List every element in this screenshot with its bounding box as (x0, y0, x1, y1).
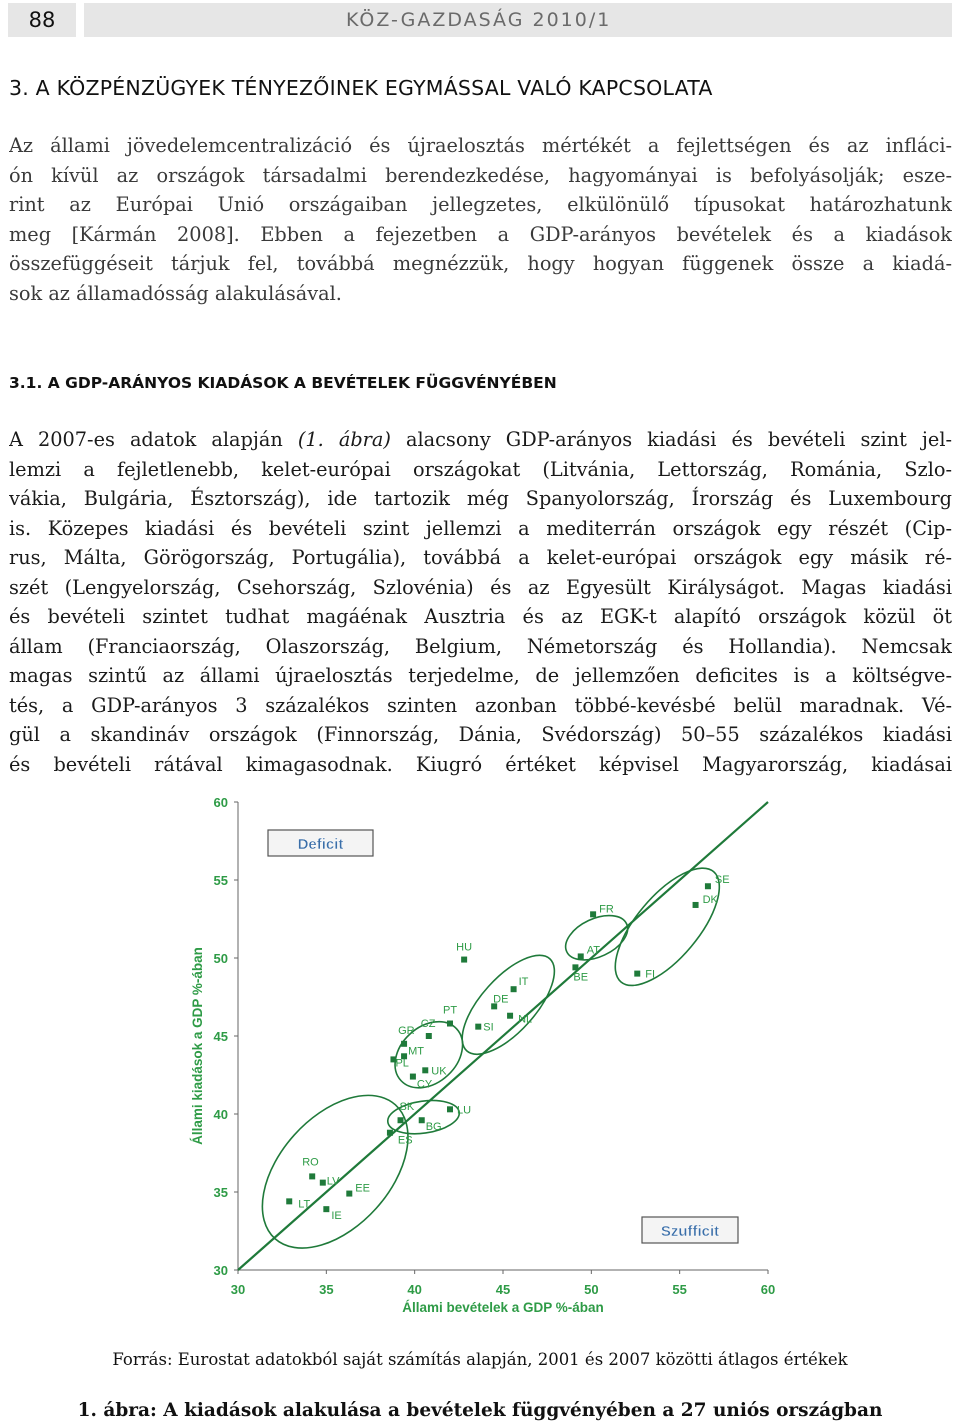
x-tick-label: 40 (407, 1282, 422, 1297)
point-label: LT (298, 1198, 311, 1211)
point-label: AT (586, 944, 600, 957)
data-point (461, 957, 467, 963)
x-tick-label: 50 (584, 1282, 599, 1297)
point-label: ES (397, 1134, 413, 1147)
body-line: és bevételi rátával kimagasodnak. Kiugró értéket képvisel Magyarország, kiadásai (9, 752, 952, 776)
data-point (323, 1206, 329, 1212)
point-label: FR (599, 903, 614, 916)
y-tick-label: 40 (213, 1107, 228, 1122)
point-label: HU (456, 941, 473, 954)
y-tick-label: 50 (213, 951, 228, 966)
point-label: DK (702, 893, 718, 906)
x-tick-label: 55 (672, 1282, 687, 1297)
data-point (447, 1106, 453, 1112)
body-line: rus, Málta, Görögország, Portugália), továbbá a kelet-európai országok egy másik ré- (9, 546, 952, 569)
y-tick-label: 30 (213, 1263, 228, 1278)
source-note: Forrás: Eurostat adatokból saját számítás alapján, 2001 és 2007 közötti átlagos értékek (112, 1350, 848, 1369)
body-line: állam (Franciaország, Olaszország, Belgium, Németország és Hollandia). Nemcsak (9, 634, 952, 658)
point-label: CZ (420, 1018, 436, 1030)
body-text-after: alacsony GDP-arányos kiadási és bevételi szint jel- (390, 428, 952, 451)
data-point (475, 1024, 481, 1030)
point-label: RO (302, 1156, 319, 1169)
data-point (320, 1180, 326, 1186)
body-line: szét (Lengyelország, Csehország, Szlovénia) és az Egyesült Királyságot. Magas kiadási (9, 575, 952, 599)
intro-line: Az állami jövedelemcentralizáció és újraelosztás mértékét a fejlettségen és az infláci- (9, 134, 952, 157)
data-point (572, 964, 578, 970)
body-line: és bevételi szintet tudhat magáénak Ausztria és az EGK-t alapító országok közül öt (9, 605, 952, 628)
point-label: SI (483, 1021, 494, 1034)
data-point (419, 1117, 425, 1123)
point-label: IE (331, 1210, 342, 1223)
point-label: MT (408, 1045, 424, 1058)
intro-line: meg [Kármán 2008]. Ebben a fejezetben a GDP-arányos bevételek és a kiadások (9, 222, 952, 246)
intro-line: összefüggéseit tárjuk fel, továbbá megnézzük, hogy hogyan függenek össze a kiadá- (9, 252, 952, 275)
data-point (507, 1013, 513, 1019)
data-point (578, 953, 584, 959)
data-point (286, 1198, 292, 1204)
point-label: EE (355, 1182, 370, 1195)
data-point (590, 911, 596, 917)
x-tick-label: 60 (760, 1282, 776, 1297)
point-label: NL (518, 1013, 533, 1026)
point-label: LV (326, 1175, 340, 1188)
body-line: is. Közepes kiadási és bevételi szint jellemzi a mediterrán országok egy részét (Cip- (9, 516, 952, 540)
y-axis-title: Állami kiadások a GDP %-ában (190, 947, 205, 1145)
body-line: vákia, Bulgária, Észtország), ide tartozik még Spanyolország, Írország és Luxembourg (9, 487, 952, 510)
body-line: tés, a GDP-arányos 3 százalékos szinten azonban többé-kevésbé belül maradnak. Vé- (9, 693, 952, 717)
point-label: SK (399, 1101, 415, 1114)
body-line: magas szintű az állami újraelosztás terjedelme, de jellemzően deficites is a költségve- (9, 664, 952, 687)
intro-line: sok az államadósság alakulásával. (9, 281, 342, 305)
y-tick-label: 55 (213, 873, 228, 888)
surplus-label: Szufficit (660, 1223, 720, 1240)
data-point (693, 902, 699, 908)
point-label: PT (443, 1004, 458, 1017)
body-line: gül a skandináv országok (Finnország, Dánia, Svédország) 50–55 százalékos kiadási (9, 723, 952, 746)
deficit-label: Deficit (297, 836, 344, 853)
cluster-ellipse (386, 1096, 462, 1138)
subsection-title: 3.1. A GDP-ARÁNYOS KIADÁSOK A BEVÉTELEK FÜGGVÉNYÉBEN (9, 374, 557, 392)
point-label: LU (457, 1104, 472, 1117)
point-label: GR (398, 1024, 415, 1037)
data-point (511, 986, 517, 992)
data-point (426, 1033, 432, 1039)
scatter-chart (180, 790, 790, 1330)
point-label: BE (573, 971, 589, 984)
body-paragraph (9, 425, 952, 779)
point-label: SE (714, 874, 730, 887)
x-tick-label: 45 (495, 1282, 511, 1297)
intro-paragraph (9, 131, 952, 308)
point-label: DE (493, 993, 509, 1006)
data-point (410, 1074, 416, 1080)
data-point (309, 1173, 315, 1179)
page-number: 88 (8, 3, 76, 37)
body-line: lemzi a fejletlenebb, kelet-európai országokat (Litvánia, Lettország, Románia, Szlo- (9, 457, 952, 481)
intro-line: rint az Európai Unió országaiban jellegzetes, elkülönülő típusokat határozhatunk (9, 193, 952, 216)
data-point (387, 1130, 393, 1136)
data-point (398, 1117, 404, 1123)
section-title: 3. A KÖZPÉNZÜGYEK TÉNYEZŐINEK EGYMÁSSAL VALÓ KAPCSOLATA (9, 76, 713, 100)
point-label: CY (416, 1078, 433, 1091)
point-label: BG (425, 1121, 442, 1134)
point-label: PL (395, 1057, 409, 1070)
reference-diagonal-line (238, 802, 768, 1270)
body-text-before: A 2007-es adatok alapján (9, 428, 298, 451)
figure-caption: 1. ábra: A kiadások alakulása a bevételek függvényében a 27 uniós országban (77, 1400, 883, 1421)
point-label: UK (431, 1065, 447, 1078)
body-first-line (9, 425, 952, 455)
cluster-ellipse (234, 1068, 436, 1275)
point-label: FI (645, 968, 656, 981)
x-tick-label: 35 (319, 1282, 334, 1297)
y-tick-label: 45 (213, 1029, 228, 1044)
data-point (346, 1191, 352, 1197)
x-axis-title: Állami bevételek a GDP %-ában (402, 1300, 604, 1315)
data-point (447, 1021, 453, 1027)
data-point (422, 1067, 428, 1073)
intro-line: ón kívül az országok társadalmi berendezkedése, hagyományai is befolyásolják; esze- (9, 163, 952, 187)
data-point (634, 971, 640, 977)
y-tick-label: 60 (213, 795, 228, 810)
point-label: IT (518, 976, 529, 989)
data-point (705, 883, 711, 889)
y-tick-label: 35 (213, 1185, 228, 1200)
x-tick-label: 30 (230, 1282, 246, 1297)
journal-header: KÖZ-GAZDASÁG 2010/1 (84, 3, 952, 37)
figure-reference: (1. ábra) (297, 428, 391, 451)
data-point (401, 1041, 407, 1047)
